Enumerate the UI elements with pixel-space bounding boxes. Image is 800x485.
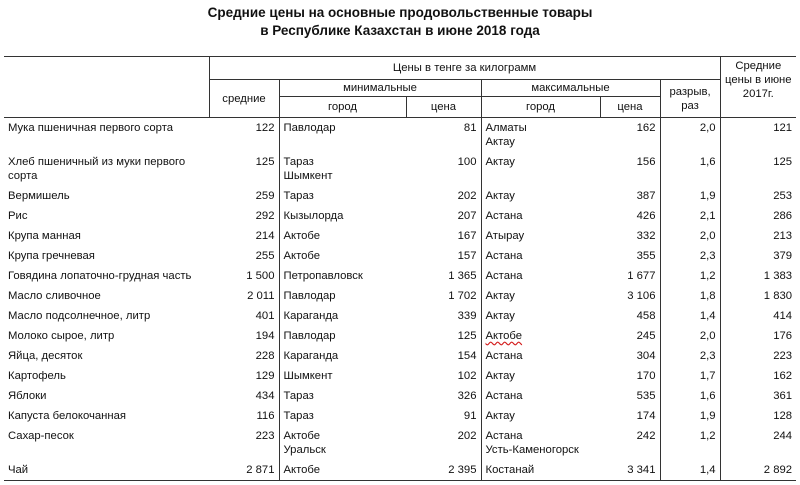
min-city: Павлодар bbox=[283, 330, 336, 342]
max-city: Астана bbox=[485, 250, 523, 262]
max-price: 535 bbox=[600, 386, 660, 406]
min-price-header: цена bbox=[406, 97, 481, 118]
price-gap: 2,3 bbox=[660, 246, 720, 266]
max-price: 156 bbox=[600, 152, 660, 186]
max-price: 174 bbox=[600, 406, 660, 426]
max-city: Актобе bbox=[485, 330, 523, 342]
product-name: Капуста белокочанная bbox=[8, 410, 127, 422]
min-price: 167 bbox=[406, 226, 481, 246]
table-row bbox=[4, 226, 796, 246]
min-price: 202 bbox=[406, 426, 481, 460]
avg-price: 2 871 bbox=[209, 460, 279, 481]
avg-price: 125 bbox=[209, 152, 279, 186]
max-city-2: Усть-Каменогорск bbox=[485, 444, 579, 456]
min-price: 326 bbox=[406, 386, 481, 406]
max-price: 245 bbox=[600, 326, 660, 346]
gap-header: разрыв, раз bbox=[660, 80, 720, 118]
price-gap: 1,6 bbox=[660, 386, 720, 406]
table-row bbox=[4, 152, 796, 186]
product-name: Рис bbox=[8, 210, 28, 222]
avg-price-2017: 128 bbox=[773, 410, 793, 422]
min-price: 207 bbox=[406, 206, 481, 226]
avg-price: 292 bbox=[209, 206, 279, 226]
product-header-cell bbox=[4, 57, 209, 118]
avg-price: 1 500 bbox=[209, 266, 279, 286]
price-gap: 1,7 bbox=[660, 366, 720, 386]
avg-price: 259 bbox=[209, 186, 279, 206]
table-row bbox=[4, 346, 796, 366]
price-gap: 1,6 bbox=[660, 152, 720, 186]
max-price: 1 677 bbox=[600, 266, 660, 286]
max-city: Актау bbox=[485, 370, 515, 382]
max-price: 355 bbox=[600, 246, 660, 266]
table-row bbox=[4, 266, 796, 286]
avg-price-2017: 121 bbox=[773, 122, 793, 134]
avg-price: 214 bbox=[209, 226, 279, 246]
product-name: Чай bbox=[4, 460, 209, 481]
product-name: Масло сливочное bbox=[8, 290, 101, 302]
min-city: Актобе bbox=[283, 250, 321, 262]
avg-price-2017: 414 bbox=[773, 310, 793, 322]
table-row bbox=[4, 326, 796, 346]
min-price: 81 bbox=[406, 118, 481, 153]
avg-price-2017: 213 bbox=[773, 230, 793, 242]
min-price: 202 bbox=[406, 186, 481, 206]
avg-price: 228 bbox=[209, 346, 279, 366]
table-row bbox=[4, 118, 796, 153]
max-city: Актау bbox=[485, 290, 515, 302]
max-city: Атырау bbox=[485, 230, 525, 242]
max-city: Актау bbox=[485, 310, 515, 322]
min-price: 2 395 bbox=[406, 460, 481, 481]
max-header: максимальные bbox=[481, 80, 660, 97]
avg-price-2017: 223 bbox=[773, 350, 793, 362]
price-gap: 2,3 bbox=[660, 346, 720, 366]
price-gap: 2,0 bbox=[660, 326, 720, 346]
avg-price-2017: 379 bbox=[773, 250, 793, 262]
max-city: Астана bbox=[485, 430, 523, 442]
min-city: Актобе bbox=[279, 460, 406, 481]
min-price: 125 bbox=[406, 326, 481, 346]
price-gap: 2,1 bbox=[660, 206, 720, 226]
product-name: Молоко сырое, литр bbox=[8, 330, 115, 342]
avg-price-2017: 2 892 bbox=[720, 460, 796, 481]
min-city: Актобе bbox=[283, 430, 321, 442]
max-price: 162 bbox=[600, 118, 660, 153]
avg-header: средние bbox=[209, 80, 279, 118]
max-price: 426 bbox=[600, 206, 660, 226]
max-price: 242 bbox=[600, 426, 660, 460]
max-city: Костанай bbox=[481, 460, 600, 481]
min-city-2: Уральск bbox=[283, 444, 326, 456]
min-city-2: Шымкент bbox=[283, 170, 333, 182]
avg-price-2017: 361 bbox=[773, 390, 793, 402]
prices-table bbox=[4, 56, 796, 481]
table-row bbox=[4, 406, 796, 426]
table-row bbox=[4, 206, 796, 226]
price-gap: 1,4 bbox=[660, 306, 720, 326]
table-row bbox=[4, 246, 796, 266]
max-city: Астана bbox=[485, 270, 523, 282]
table-row bbox=[4, 386, 796, 406]
avg-price: 194 bbox=[209, 326, 279, 346]
table-row bbox=[4, 426, 796, 460]
min-city: Тараз bbox=[283, 156, 314, 168]
product-name: Говядина лопаточно-грудная часть bbox=[8, 270, 192, 282]
product-name: Масло подсолнечное, литр bbox=[8, 310, 151, 322]
min-city-header: город bbox=[279, 97, 406, 118]
product-name: Хлеб пшеничный из муки первого bbox=[8, 156, 186, 168]
max-price: 3 106 bbox=[600, 286, 660, 306]
avg-price-2017: 162 bbox=[773, 370, 793, 382]
table-row bbox=[4, 186, 796, 206]
price-gap: 1,8 bbox=[660, 286, 720, 306]
max-price: 3 341 bbox=[600, 460, 660, 481]
avg-price-2017: 286 bbox=[773, 210, 793, 222]
min-city: Кызылорда bbox=[283, 210, 344, 222]
product-name: Яйца, десяток bbox=[8, 350, 83, 362]
min-header: минимальные bbox=[279, 80, 481, 97]
max-price: 458 bbox=[600, 306, 660, 326]
max-city: Актау bbox=[485, 190, 515, 202]
max-price: 387 bbox=[600, 186, 660, 206]
price-gap: 1,2 bbox=[660, 426, 720, 460]
min-price: 1 702 bbox=[406, 286, 481, 306]
max-city-header: город bbox=[481, 97, 600, 118]
max-price: 332 bbox=[600, 226, 660, 246]
product-name: Крупа манная bbox=[8, 230, 81, 242]
page-title-line-1: Средние цены на основные продовольственные товары bbox=[207, 5, 593, 20]
product-name: Вермишель bbox=[8, 190, 70, 202]
max-city: Астана bbox=[485, 210, 523, 222]
min-price: 157 bbox=[406, 246, 481, 266]
avg-price-2017: 1 830 bbox=[763, 290, 793, 302]
max-city-2: Актау bbox=[485, 136, 515, 148]
min-price: 91 bbox=[406, 406, 481, 426]
avg-price: 116 bbox=[209, 406, 279, 426]
min-city: Павлодар bbox=[283, 290, 336, 302]
avg-price: 223 bbox=[209, 426, 279, 460]
min-city: Павлодар bbox=[283, 122, 336, 134]
min-city: Петропавловск bbox=[283, 270, 363, 282]
avg-price: 255 bbox=[209, 246, 279, 266]
table-row bbox=[4, 460, 796, 481]
price-gap: 1,2 bbox=[660, 266, 720, 286]
avg-price: 2 011 bbox=[209, 286, 279, 306]
price-gap: 1,4 bbox=[660, 460, 720, 481]
max-price-header: цена bbox=[600, 97, 660, 118]
avg-price-2017: 125 bbox=[773, 156, 793, 168]
max-price: 304 bbox=[600, 346, 660, 366]
avg-price-2017: 1 383 bbox=[763, 270, 793, 282]
table-row bbox=[4, 366, 796, 386]
price-gap: 1,9 bbox=[660, 406, 720, 426]
max-city: Актау bbox=[485, 156, 515, 168]
price-gap: 2,0 bbox=[660, 226, 720, 246]
table-row bbox=[4, 286, 796, 306]
avg-price: 129 bbox=[209, 366, 279, 386]
avg-2017-header: Средние цены в июне 2017г. bbox=[720, 57, 796, 118]
avg-price-2017: 176 bbox=[773, 330, 793, 342]
min-city: Караганда bbox=[283, 310, 339, 322]
min-price: 100 bbox=[406, 152, 481, 186]
product-name: Яблоки bbox=[8, 390, 47, 402]
max-price: 170 bbox=[600, 366, 660, 386]
min-price: 1 365 bbox=[406, 266, 481, 286]
price-gap: 1,9 bbox=[660, 186, 720, 206]
avg-price-2017: 253 bbox=[773, 190, 793, 202]
min-price: 339 bbox=[406, 306, 481, 326]
max-city: Астана bbox=[485, 350, 523, 362]
min-city: Тараз bbox=[283, 390, 314, 402]
product-name: Сахар-песок bbox=[8, 430, 74, 442]
prices-kg-header: Цены в тенге за килограмм bbox=[209, 57, 720, 80]
min-city: Тараз bbox=[283, 190, 314, 202]
product-name: Картофель bbox=[8, 370, 66, 382]
min-city: Шымкент bbox=[283, 370, 333, 382]
page-title-line-2: в Республике Казахстан в июне 2018 года bbox=[260, 23, 540, 38]
max-city: Алматы bbox=[485, 122, 527, 134]
avg-price: 122 bbox=[209, 118, 279, 153]
avg-price: 401 bbox=[209, 306, 279, 326]
table-row bbox=[4, 306, 796, 326]
min-price: 102 bbox=[406, 366, 481, 386]
max-city: Актау bbox=[485, 410, 515, 422]
product-name: Мука пшеничная первого сорта bbox=[8, 122, 174, 134]
avg-price: 434 bbox=[209, 386, 279, 406]
product-name: Крупа гречневая bbox=[8, 250, 95, 262]
price-gap: 2,0 bbox=[660, 118, 720, 153]
max-city: Астана bbox=[485, 390, 523, 402]
product-name-2: сорта bbox=[8, 170, 38, 182]
min-city: Тараз bbox=[283, 410, 314, 422]
min-city: Актобе bbox=[283, 230, 321, 242]
min-price: 154 bbox=[406, 346, 481, 366]
avg-price-2017: 244 bbox=[773, 430, 793, 442]
min-city: Караганда bbox=[283, 350, 339, 362]
